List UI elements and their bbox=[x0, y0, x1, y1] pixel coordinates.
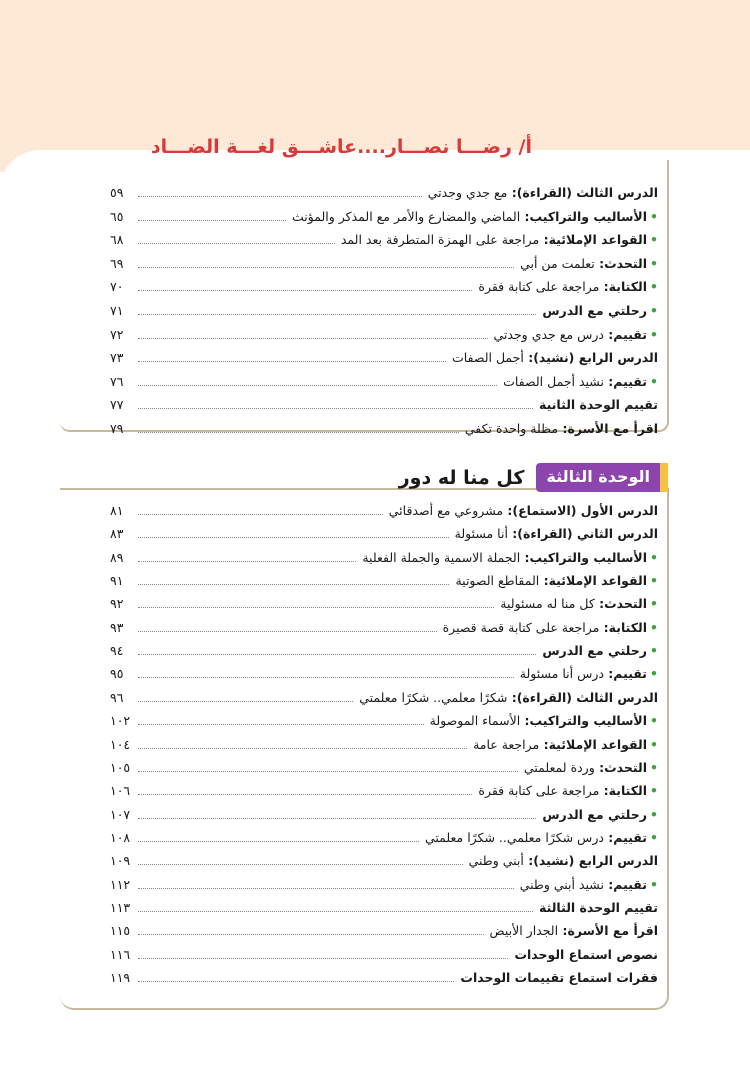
toc-entry-subtitle: وردة لمعلمتي bbox=[523, 759, 595, 775]
dot-leader bbox=[138, 794, 472, 795]
toc-entry-heading: الدرس الثاني (القراءة): bbox=[507, 526, 658, 542]
toc-entry-page-number: ٧٣ bbox=[110, 350, 124, 366]
toc-entry-heading: اقرأ مع الأسرة: bbox=[558, 421, 658, 436]
toc-entry-heading: تقييم الوحدة الثالثة bbox=[539, 899, 658, 915]
toc-entry-heading: فقرات استماع تقييمات الوحدات bbox=[460, 970, 658, 985]
toc-entry-title bbox=[389, 503, 658, 518]
bullet-icon: • bbox=[650, 373, 658, 389]
toc-entry-title bbox=[430, 713, 658, 728]
toc-entry-title bbox=[500, 596, 658, 611]
toc-entry-subtitle: مشروعي مع أصدقائي bbox=[388, 503, 504, 518]
toc-entry-subtitle: مراجعة على الهمزة المتطرفة بعد المد bbox=[340, 232, 540, 248]
toc-entry bbox=[110, 417, 658, 440]
toc-entry-subtitle: أبني وطني bbox=[468, 853, 524, 869]
toc-entry-page-number: ٨٣ bbox=[110, 526, 124, 542]
toc-entry-subtitle: المقاطع الصوتية bbox=[455, 573, 540, 589]
toc-entry-title bbox=[542, 303, 658, 318]
bullet-icon: • bbox=[650, 736, 658, 752]
dot-leader bbox=[138, 631, 437, 632]
toc-entry-heading: رحلتي مع الدرس bbox=[542, 806, 647, 822]
toc-entry-heading: تقييم: bbox=[603, 326, 647, 342]
toc-entry bbox=[110, 733, 658, 756]
dot-leader bbox=[138, 701, 353, 702]
toc-entry-title bbox=[465, 421, 658, 436]
author-header: أ/ رضـــا نصـــار....عاشـــق لغـــة الضـــاد bbox=[150, 136, 532, 158]
toc-entry bbox=[110, 662, 658, 685]
toc-entry-title bbox=[455, 573, 658, 588]
toc-entry bbox=[110, 299, 658, 322]
toc-entry bbox=[110, 873, 658, 896]
toc-entry-page-number: ٦٥ bbox=[110, 208, 124, 224]
toc-entry-subtitle: مراجعة على كتابة فقرة bbox=[478, 783, 600, 799]
dot-leader bbox=[138, 432, 459, 433]
toc-entry-page-number: ٩٢ bbox=[110, 596, 124, 612]
dot-leader bbox=[138, 385, 497, 386]
toc-entry bbox=[110, 370, 658, 393]
toc-entry-subtitle: مراجعة على كتابة فقرة bbox=[478, 279, 600, 295]
unit3-name: كل منا له دور bbox=[398, 466, 525, 489]
toc-entry-page-number: ٩٤ bbox=[110, 643, 124, 659]
toc-entry-heading: اقرأ مع الأسرة: bbox=[558, 923, 658, 939]
toc-entry-title bbox=[428, 185, 658, 200]
toc-entry-page-number: ٧٠ bbox=[110, 279, 124, 295]
toc-entry-title bbox=[520, 666, 658, 681]
toc-entry-heading: القواعد الإملائية: bbox=[539, 573, 647, 589]
dot-leader bbox=[138, 561, 356, 562]
toc-entry-page-number: ٩٥ bbox=[110, 666, 124, 682]
dot-leader bbox=[138, 748, 467, 749]
toc-entry-subtitle: نشيد أجمل الصفات bbox=[503, 373, 604, 389]
dot-leader bbox=[138, 888, 514, 889]
toc-entry bbox=[110, 803, 658, 826]
toc-entry-page-number: ١١٩ bbox=[110, 970, 131, 985]
toc-entry-subtitle: شكرًا معلمي.. شكرًا معلمتي bbox=[359, 689, 508, 705]
toc-entry-title bbox=[469, 853, 658, 868]
dot-leader bbox=[138, 654, 536, 655]
toc-entry bbox=[110, 228, 658, 251]
toc-entry-subtitle: الجدار الأبيض bbox=[489, 923, 559, 939]
toc-entry-title bbox=[478, 279, 658, 294]
toc-entry-page-number: ١٠٢ bbox=[110, 713, 131, 729]
toc-entry-subtitle: مع جدي وجدتي bbox=[427, 185, 508, 200]
toc-entry-heading: الكتابة: bbox=[599, 619, 647, 635]
toc-entry bbox=[110, 323, 658, 346]
toc-entry-title bbox=[359, 690, 658, 705]
toc-entry-heading: تقييم الوحدة الثانية bbox=[539, 397, 658, 413]
toc-entry-heading: التحدث: bbox=[594, 255, 647, 271]
dot-leader bbox=[138, 243, 335, 244]
toc-entry-heading: الأساليب والتراكيب: bbox=[520, 208, 647, 224]
toc-entry-subtitle: أنا مسئولة bbox=[454, 526, 508, 542]
toc-entry-heading: نصوص استماع الوحدات bbox=[514, 946, 658, 962]
toc-entry-heading: رحلتي مع الدرس bbox=[542, 303, 647, 318]
toc-entry-heading: تقييم: bbox=[603, 829, 647, 845]
toc-entry-page-number: ١١٢ bbox=[110, 876, 131, 892]
toc-entry bbox=[110, 546, 658, 569]
dot-leader bbox=[138, 934, 484, 935]
toc-entry-subtitle: درس شكرًا معلمي.. شكرًا معلمتي bbox=[424, 829, 604, 845]
toc-entry-heading: القواعد الإملائية: bbox=[539, 232, 647, 248]
toc-entry-heading: الدرس الثالث (القراءة): bbox=[507, 689, 658, 705]
toc-entry-subtitle: مظلة واحدة تكفي bbox=[464, 421, 559, 436]
toc-entry bbox=[110, 779, 658, 802]
toc-entry-subtitle: تعلمت من أبي bbox=[520, 255, 595, 271]
toc-entry-subtitle: مراجعة عامة bbox=[473, 736, 540, 752]
toc-entry-page-number: ١٠٨ bbox=[110, 829, 131, 845]
toc-entry-page-number: ١٠٦ bbox=[110, 783, 131, 799]
unit3-label: الوحدة الثالثة bbox=[536, 463, 668, 492]
toc-entry-page-number: ١٠٥ bbox=[110, 759, 131, 775]
toc-entry bbox=[110, 849, 658, 872]
bullet-icon: • bbox=[650, 326, 658, 342]
toc-entry-title bbox=[524, 760, 658, 775]
toc-entry bbox=[110, 756, 658, 779]
toc-entry-page-number: ٨٩ bbox=[110, 549, 124, 565]
toc-entry-heading: تقييم: bbox=[603, 373, 647, 389]
toc-entry-heading: الدرس الثالث (القراءة): bbox=[507, 185, 658, 200]
bullet-icon: • bbox=[650, 783, 658, 799]
toc-entry-heading: تقييم: bbox=[603, 876, 647, 892]
toc-entry-page-number: ١١٥ bbox=[110, 923, 131, 939]
dot-leader bbox=[138, 220, 286, 221]
dot-leader bbox=[138, 958, 508, 959]
toc-entry-heading: التحدث: bbox=[594, 596, 647, 612]
toc-entry-title bbox=[478, 783, 658, 798]
bullet-icon: • bbox=[650, 713, 658, 729]
dot-leader bbox=[138, 981, 454, 982]
toc-entry-heading: التحدث: bbox=[594, 759, 647, 775]
dot-leader bbox=[138, 196, 422, 197]
toc-entry bbox=[110, 826, 658, 849]
toc-entry-page-number: ٩١ bbox=[110, 573, 124, 589]
toc-entry bbox=[110, 943, 658, 966]
toc-entry-subtitle: أجمل الصفات bbox=[451, 350, 524, 366]
bullet-icon: • bbox=[650, 829, 658, 845]
bullet-icon: • bbox=[650, 643, 658, 659]
toc-entry-heading: الدرس الرابع (نشيد): bbox=[523, 350, 658, 366]
toc-entry-heading: الأساليب والتراكيب: bbox=[520, 713, 647, 729]
toc-entry-heading: الكتابة: bbox=[599, 279, 647, 295]
bullet-icon: • bbox=[650, 279, 658, 295]
toc-entry bbox=[110, 181, 658, 204]
dot-leader bbox=[138, 408, 533, 409]
toc-entry-title bbox=[292, 209, 658, 224]
toc-entry-heading: رحلتي مع الدرس bbox=[542, 643, 647, 659]
bullet-icon: • bbox=[650, 619, 658, 635]
toc-entry-title bbox=[443, 620, 658, 635]
toc-entry-page-number: ٩٦ bbox=[110, 689, 124, 705]
toc-entry-title bbox=[539, 397, 658, 412]
toc-entry-title bbox=[539, 900, 658, 915]
toc-entry bbox=[110, 709, 658, 732]
toc-entry-subtitle: الماضي والمضارع والأمر مع المذكر والمؤنث bbox=[292, 208, 521, 224]
toc-entry-page-number: ١١٦ bbox=[110, 946, 131, 962]
bullet-icon: • bbox=[650, 876, 658, 892]
dot-leader bbox=[138, 537, 449, 538]
toc-entry-title bbox=[341, 232, 658, 247]
toc-entry bbox=[110, 569, 658, 592]
dot-leader bbox=[138, 607, 494, 608]
dot-leader bbox=[138, 361, 446, 362]
toc-entry-heading: الدرس الرابع (نشيد): bbox=[523, 853, 658, 869]
dot-leader bbox=[138, 314, 536, 315]
toc-entry-title bbox=[490, 923, 658, 938]
toc-entry bbox=[110, 346, 658, 369]
toc-entry-page-number: ٩٣ bbox=[110, 619, 124, 635]
toc-entry-heading: تقييم: bbox=[603, 666, 647, 682]
toc-entry-title bbox=[520, 256, 658, 271]
dot-leader bbox=[138, 864, 463, 865]
toc-entry-page-number: ٧١ bbox=[110, 303, 124, 318]
toc-entry-title bbox=[452, 350, 658, 365]
toc-entry bbox=[110, 616, 658, 639]
toc-entry-title bbox=[503, 374, 658, 389]
bullet-icon: • bbox=[650, 596, 658, 612]
dot-leader bbox=[138, 771, 518, 772]
unit3-heading bbox=[399, 463, 668, 492]
toc-entry bbox=[110, 205, 658, 228]
toc-entry-subtitle: كل منا له مسئولية bbox=[500, 596, 595, 612]
toc-entry-page-number: ٨١ bbox=[110, 503, 124, 518]
toc-entry bbox=[110, 592, 658, 615]
toc-entry-title bbox=[520, 877, 658, 892]
toc-entry-title bbox=[455, 526, 658, 541]
bullet-icon: • bbox=[650, 232, 658, 248]
toc-entry-page-number: ٧٧ bbox=[110, 397, 124, 413]
bullet-icon: • bbox=[650, 759, 658, 775]
toc-entry-title bbox=[473, 737, 658, 752]
dot-leader bbox=[138, 724, 424, 725]
bullet-icon: • bbox=[650, 549, 658, 565]
toc-entry-page-number: ١٠٩ bbox=[110, 853, 131, 869]
toc-entry bbox=[110, 896, 658, 919]
dot-leader bbox=[138, 514, 383, 515]
bullet-icon: • bbox=[650, 666, 658, 682]
toc-entry-page-number: ١٠٧ bbox=[110, 806, 131, 822]
toc-entry bbox=[110, 275, 658, 298]
toc-entry-title bbox=[494, 327, 659, 342]
toc-entry bbox=[110, 499, 658, 522]
toc-entry-title bbox=[425, 830, 658, 845]
dot-leader bbox=[138, 290, 472, 291]
toc-entry-page-number: ١٠٤ bbox=[110, 736, 131, 752]
toc-entry-title bbox=[362, 550, 658, 565]
toc-entry-page-number: ١١٣ bbox=[110, 899, 131, 915]
dot-leader bbox=[138, 911, 533, 912]
toc-entry-subtitle: مراجعة على كتابة قصة قصيرة bbox=[442, 619, 600, 635]
toc-entry-title bbox=[460, 970, 658, 985]
toc-entry-page-number: ٦٨ bbox=[110, 232, 124, 248]
dot-leader bbox=[138, 584, 449, 585]
dot-leader bbox=[138, 841, 419, 842]
toc-entry-subtitle: الأسماء الموصولة bbox=[429, 713, 521, 729]
toc-entry-subtitle: درس مع جدي وجدتي bbox=[493, 326, 604, 342]
bullet-icon: • bbox=[650, 573, 658, 589]
dot-leader bbox=[138, 338, 488, 339]
dot-leader bbox=[138, 818, 536, 819]
bullet-icon: • bbox=[650, 255, 658, 271]
toc-entry-page-number: ٧٩ bbox=[110, 421, 124, 436]
toc-entry bbox=[110, 252, 658, 275]
toc-entry-heading: الكتابة: bbox=[599, 783, 647, 799]
toc-entry-subtitle: درس أنا مسئولة bbox=[519, 666, 604, 682]
toc-entry bbox=[110, 522, 658, 545]
toc-entry-page-number: ٧٦ bbox=[110, 373, 124, 389]
toc-entry-heading: الدرس الأول (الاستماع): bbox=[503, 503, 658, 518]
dot-leader bbox=[138, 677, 514, 678]
toc-entry-subtitle: نشيد أبني وطني bbox=[519, 876, 604, 892]
toc-entry-heading: القواعد الإملائية: bbox=[539, 736, 647, 752]
toc-entry-title bbox=[542, 807, 658, 822]
toc-entry-title bbox=[514, 947, 658, 962]
toc-entry bbox=[110, 639, 658, 662]
dot-leader bbox=[138, 267, 514, 268]
toc-entry-title bbox=[542, 643, 658, 658]
toc-entry-subtitle: الجملة الاسمية والجملة الفعلية bbox=[362, 549, 521, 565]
toc-entry bbox=[110, 919, 658, 942]
bullet-icon: • bbox=[650, 303, 658, 318]
toc-entry-page-number: ٧٢ bbox=[110, 326, 124, 342]
toc-entry bbox=[110, 686, 658, 709]
toc-entry-page-number: ٦٩ bbox=[110, 255, 124, 271]
bullet-icon: • bbox=[650, 806, 658, 822]
toc-entry-heading: الأساليب والتراكيب: bbox=[520, 549, 647, 565]
toc-entry bbox=[110, 966, 658, 989]
bullet-icon: • bbox=[650, 208, 658, 224]
toc-entry-page-number: ٥٩ bbox=[110, 185, 124, 200]
toc-entry bbox=[110, 393, 658, 416]
